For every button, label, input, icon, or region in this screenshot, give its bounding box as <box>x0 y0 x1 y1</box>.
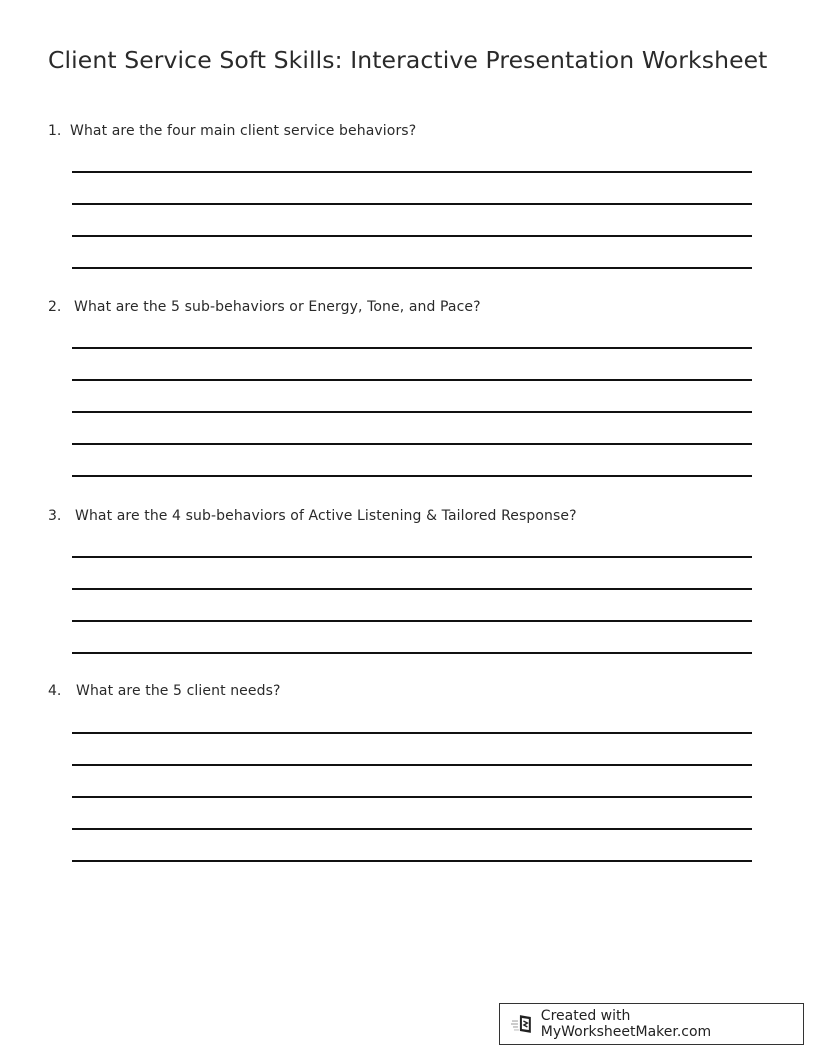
footer-credit-text: Created with MyWorksheetMaker.com <box>540 1008 712 1040</box>
answer-line[interactable] <box>72 411 752 413</box>
question-number: 2. <box>48 299 62 315</box>
answer-line[interactable] <box>72 443 752 445</box>
worksheet-title: Client Service Soft Skills: Interactive Presentation Worksheet <box>48 46 768 74</box>
answer-line[interactable] <box>72 828 752 830</box>
answer-line[interactable] <box>72 379 752 381</box>
question-text: What are the 4 sub-behaviors of Active Listening & Tailored Response? <box>75 508 577 524</box>
answer-line[interactable] <box>72 652 752 654</box>
question-number: 4. <box>48 683 62 699</box>
answer-line[interactable] <box>72 860 752 862</box>
answer-line[interactable] <box>72 171 752 173</box>
question-text: What are the 5 client needs? <box>76 683 281 699</box>
answer-line[interactable] <box>72 203 752 205</box>
answer-line[interactable] <box>72 475 752 477</box>
answer-line[interactable] <box>72 764 752 766</box>
answer-line[interactable] <box>72 347 752 349</box>
question-text: What are the 5 sub-behaviors or Energy, Tone, and Pace? <box>74 299 481 315</box>
answer-line[interactable] <box>72 556 752 558</box>
question-2 <box>48 299 481 315</box>
question-text: What are the four main client service behaviors? <box>70 123 417 139</box>
question-number: 1. <box>48 123 62 139</box>
question-number: 3. <box>48 508 62 524</box>
answer-line[interactable] <box>72 796 752 798</box>
answer-line[interactable] <box>72 235 752 237</box>
question-4 <box>48 683 281 699</box>
answer-line[interactable] <box>72 267 752 269</box>
footer-credit-badge[interactable] <box>499 1003 804 1045</box>
answer-line[interactable] <box>72 588 752 590</box>
question-1 <box>48 123 416 139</box>
worksheet-maker-logo-icon <box>511 1013 535 1035</box>
question-3 <box>48 508 577 524</box>
answer-line[interactable] <box>72 620 752 622</box>
answer-line[interactable] <box>72 732 752 734</box>
